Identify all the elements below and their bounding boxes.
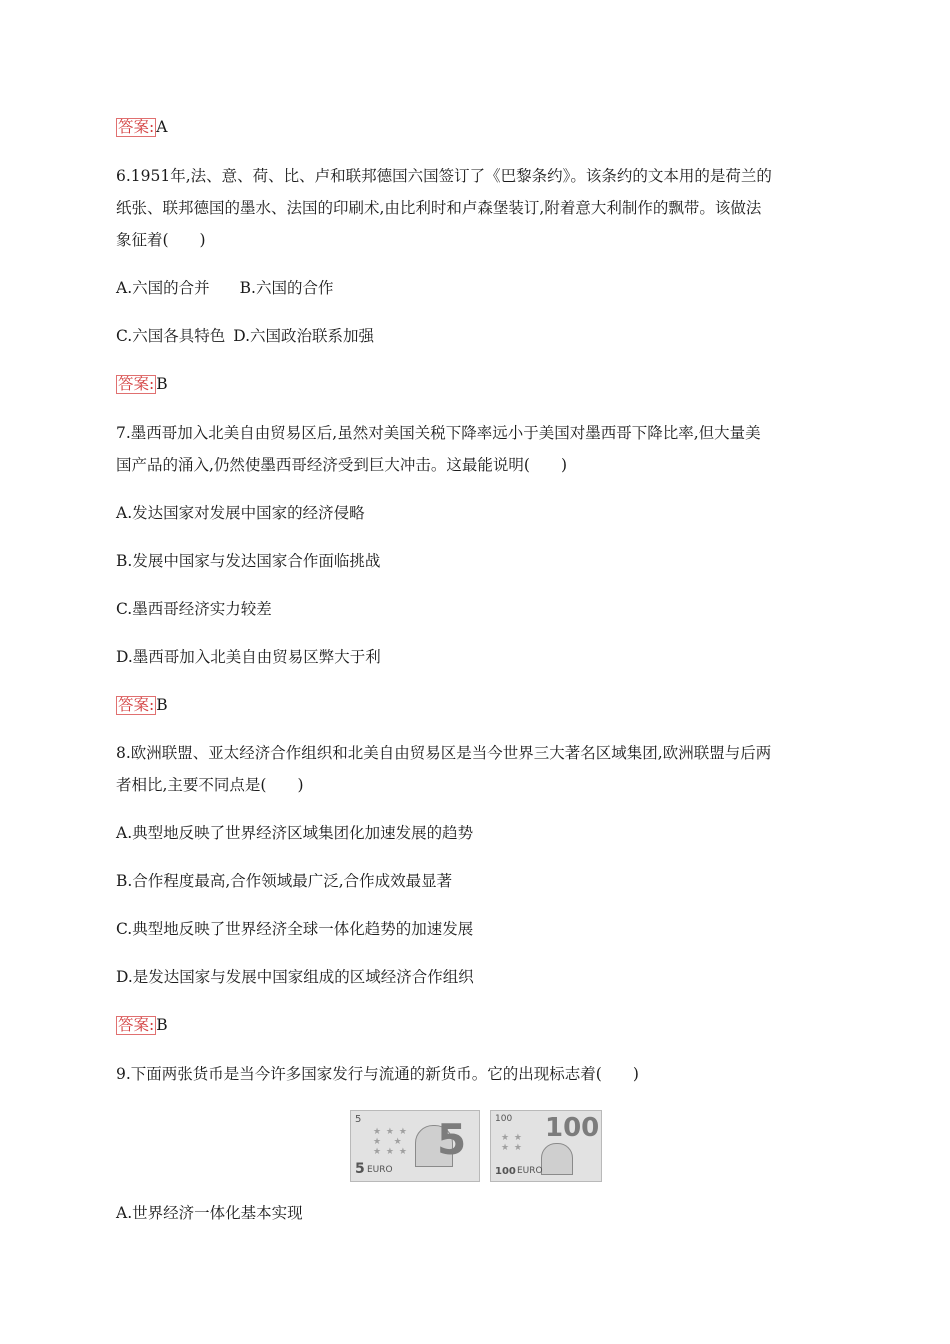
answer-label: 答案: [118, 118, 155, 136]
q8-option-a: A.典型地反映了世界经济区域集团化加速发展的趋势 [116, 824, 474, 842]
q6-options-ab [116, 278, 333, 298]
eu-stars-icon: ★ ★ ★ ★ ★ ★ ★ ★ [373, 1127, 408, 1157]
answer-value: B [156, 696, 168, 714]
banknote-figure [350, 1110, 602, 1182]
note-large-value: 100 [545, 1113, 600, 1143]
q7-answer [116, 695, 168, 715]
note-bottom-value: 100 [495, 1166, 516, 1177]
q7-stem-line-1: 7.墨西哥加入北美自由贸易区后,虽然对美国关税下降率远小于美国对墨西哥下降比率,但大量美 [116, 424, 761, 442]
q7-stem-line-2: 国产品的涌入,仍然使墨西哥经济受到巨大冲击。这最能说明( ) [116, 456, 568, 474]
note-corner-value: 5 [355, 1114, 362, 1125]
answer-label: 答案: [118, 1016, 155, 1034]
gateway-icon [541, 1143, 573, 1175]
q7-option-b: B.发展中国家与发达国家合作面临挑战 [116, 552, 381, 570]
q7-option-c: C.墨西哥经济实力较差 [116, 600, 272, 618]
note-bottom-value: 5 [355, 1161, 365, 1177]
answer-value: A [156, 118, 168, 136]
q6-stem-line-3: 象征着( ) [116, 231, 206, 249]
q6-option-c: C.六国各具特色 [116, 327, 226, 345]
q7-option-a: A.发达国家对发展中国家的经济侵略 [116, 504, 365, 522]
q8-answer [116, 1015, 168, 1035]
q6-stem-line-2: 纸张、联邦德国的墨水、法国的印刷术,由比利时和卢森堡装订,附着意大利制作的飘带。该做法 [116, 199, 762, 217]
eu-stars-icon: ★ ★ ★ ★ [501, 1133, 523, 1153]
q6-answer [116, 374, 168, 394]
q9-option-a: A.世界经济一体化基本实现 [116, 1204, 303, 1222]
q8-option-b: B.合作程度最高,合作领域最广泛,合作成效最显著 [116, 872, 453, 890]
banknote-5-euro [350, 1110, 480, 1182]
answer-value: B [156, 1016, 168, 1034]
answer-value: B [156, 375, 168, 393]
q6-stem-line-1: 6.1951年,法、意、荷、比、卢和联邦德国六国签订了《巴黎条约》。该条约的文本用的是荷兰的 [116, 167, 772, 185]
note-corner-value: 100 [495, 1114, 513, 1124]
note-currency: EURO [367, 1165, 393, 1175]
answer-label: 答案: [118, 375, 155, 393]
banknote-100-euro [490, 1110, 602, 1182]
q8-option-c: C.典型地反映了世界经济全球一体化趋势的加速发展 [116, 920, 474, 938]
note-large-value: 5 [437, 1115, 467, 1164]
q6-option-b: B.六国的合作 [239, 279, 334, 297]
answer-label: 答案: [118, 696, 155, 714]
note-currency: EURO [517, 1166, 543, 1176]
q7-option-d: D.墨西哥加入北美自由贸易区弊大于利 [116, 648, 381, 666]
q6-option-a: A.六国的合并 [116, 279, 210, 297]
q9-stem-line-1: 9.下面两张货币是当今许多国家发行与流通的新货币。它的出现标志着( ) [116, 1065, 639, 1083]
q5-answer [116, 117, 167, 137]
q8-stem-line-1: 8.欧洲联盟、亚太经济合作组织和北美自由贸易区是当今世界三大著名区域集团,欧洲联盟与后两 [116, 744, 772, 762]
q6-options-cd [116, 326, 374, 346]
q8-option-d: D.是发达国家与发展中国家组成的区域经济合作组织 [116, 968, 474, 986]
q8-stem-line-2: 者相比,主要不同点是( ) [116, 776, 304, 794]
q6-option-d: D.六国政治联系加强 [233, 327, 375, 345]
